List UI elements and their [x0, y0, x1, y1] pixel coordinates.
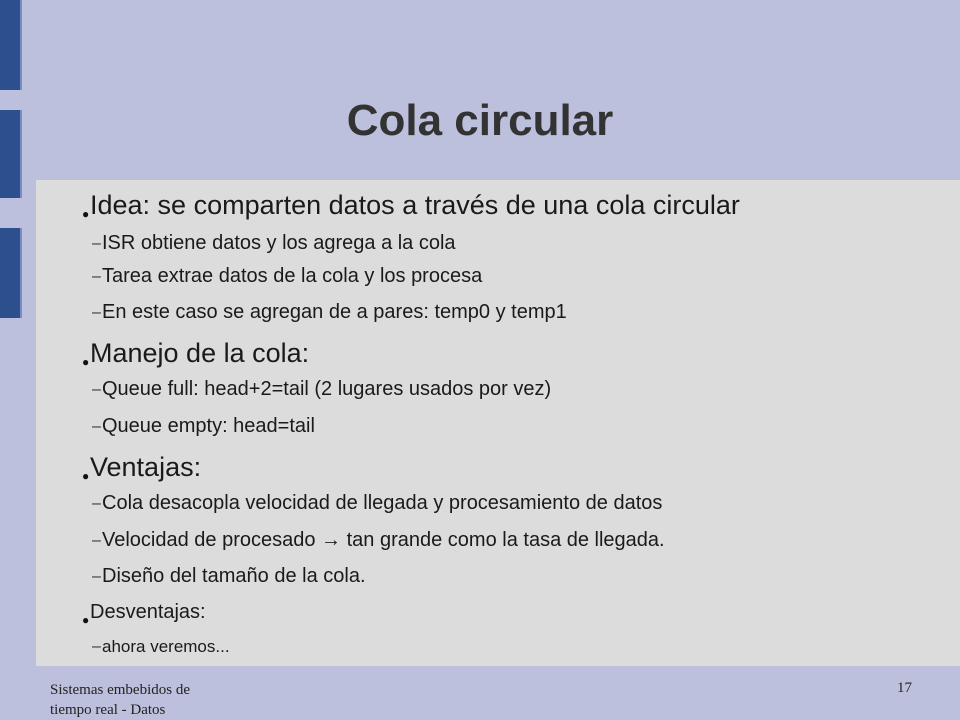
bullet-level2: Tarea extrae datos de la cola y los procesa	[102, 265, 483, 287]
dash-icon: –	[92, 268, 101, 285]
dash-icon: –	[92, 532, 101, 549]
slide-title: Cola circular	[346, 96, 614, 145]
content-area	[36, 180, 960, 666]
decorative-bar-top	[0, 0, 22, 90]
page-number: 17	[897, 680, 912, 696]
bullet-dot-icon: ●	[82, 207, 90, 221]
footer-line: tiempo real - Datos	[50, 702, 166, 718]
bullet-level2: Cola desacopla velocidad de llegada y procesamiento de datos	[102, 492, 663, 514]
bullet-dot-icon: ●	[82, 613, 90, 627]
dash-icon: –	[92, 638, 101, 655]
decorative-bar-bottom	[0, 228, 22, 318]
bullet-dot-icon: ●	[82, 469, 90, 483]
bullet-level1: Ventajas:	[90, 452, 202, 482]
bullet-level1: Idea: se comparten datos a través de una cola circular	[90, 190, 740, 220]
footer-course-title	[50, 680, 250, 720]
bullet-level2: ISR obtiene datos y los agrega a la cola	[102, 232, 456, 254]
bullet-level1: Desventajas:	[90, 601, 206, 623]
dash-icon: –	[92, 418, 101, 435]
dash-icon: –	[92, 381, 101, 398]
bullet-level2: Queue full: head+2=tail (2 lugares usados por vez)	[102, 378, 552, 400]
bullet-level2: Velocidad de procesado → tan grande como la tasa de llegada.	[102, 529, 665, 551]
bullet-level2: Queue empty: head=tail	[102, 415, 315, 437]
dash-icon: –	[92, 568, 101, 585]
bullet-dot-icon: ●	[82, 355, 90, 369]
dash-icon: –	[92, 235, 101, 252]
footer-line: Sistemas embebidos de	[50, 682, 190, 698]
bullet-level2: Diseño del tamaño de la cola.	[102, 565, 366, 587]
bullet-level1: Manejo de la cola:	[90, 338, 310, 368]
dash-icon: –	[92, 495, 101, 512]
bullet-level2: En este caso se agregan de a pares: temp0 y temp1	[102, 301, 567, 323]
dash-icon: –	[92, 304, 101, 321]
bullet-level2: ahora veremos...	[102, 637, 230, 656]
